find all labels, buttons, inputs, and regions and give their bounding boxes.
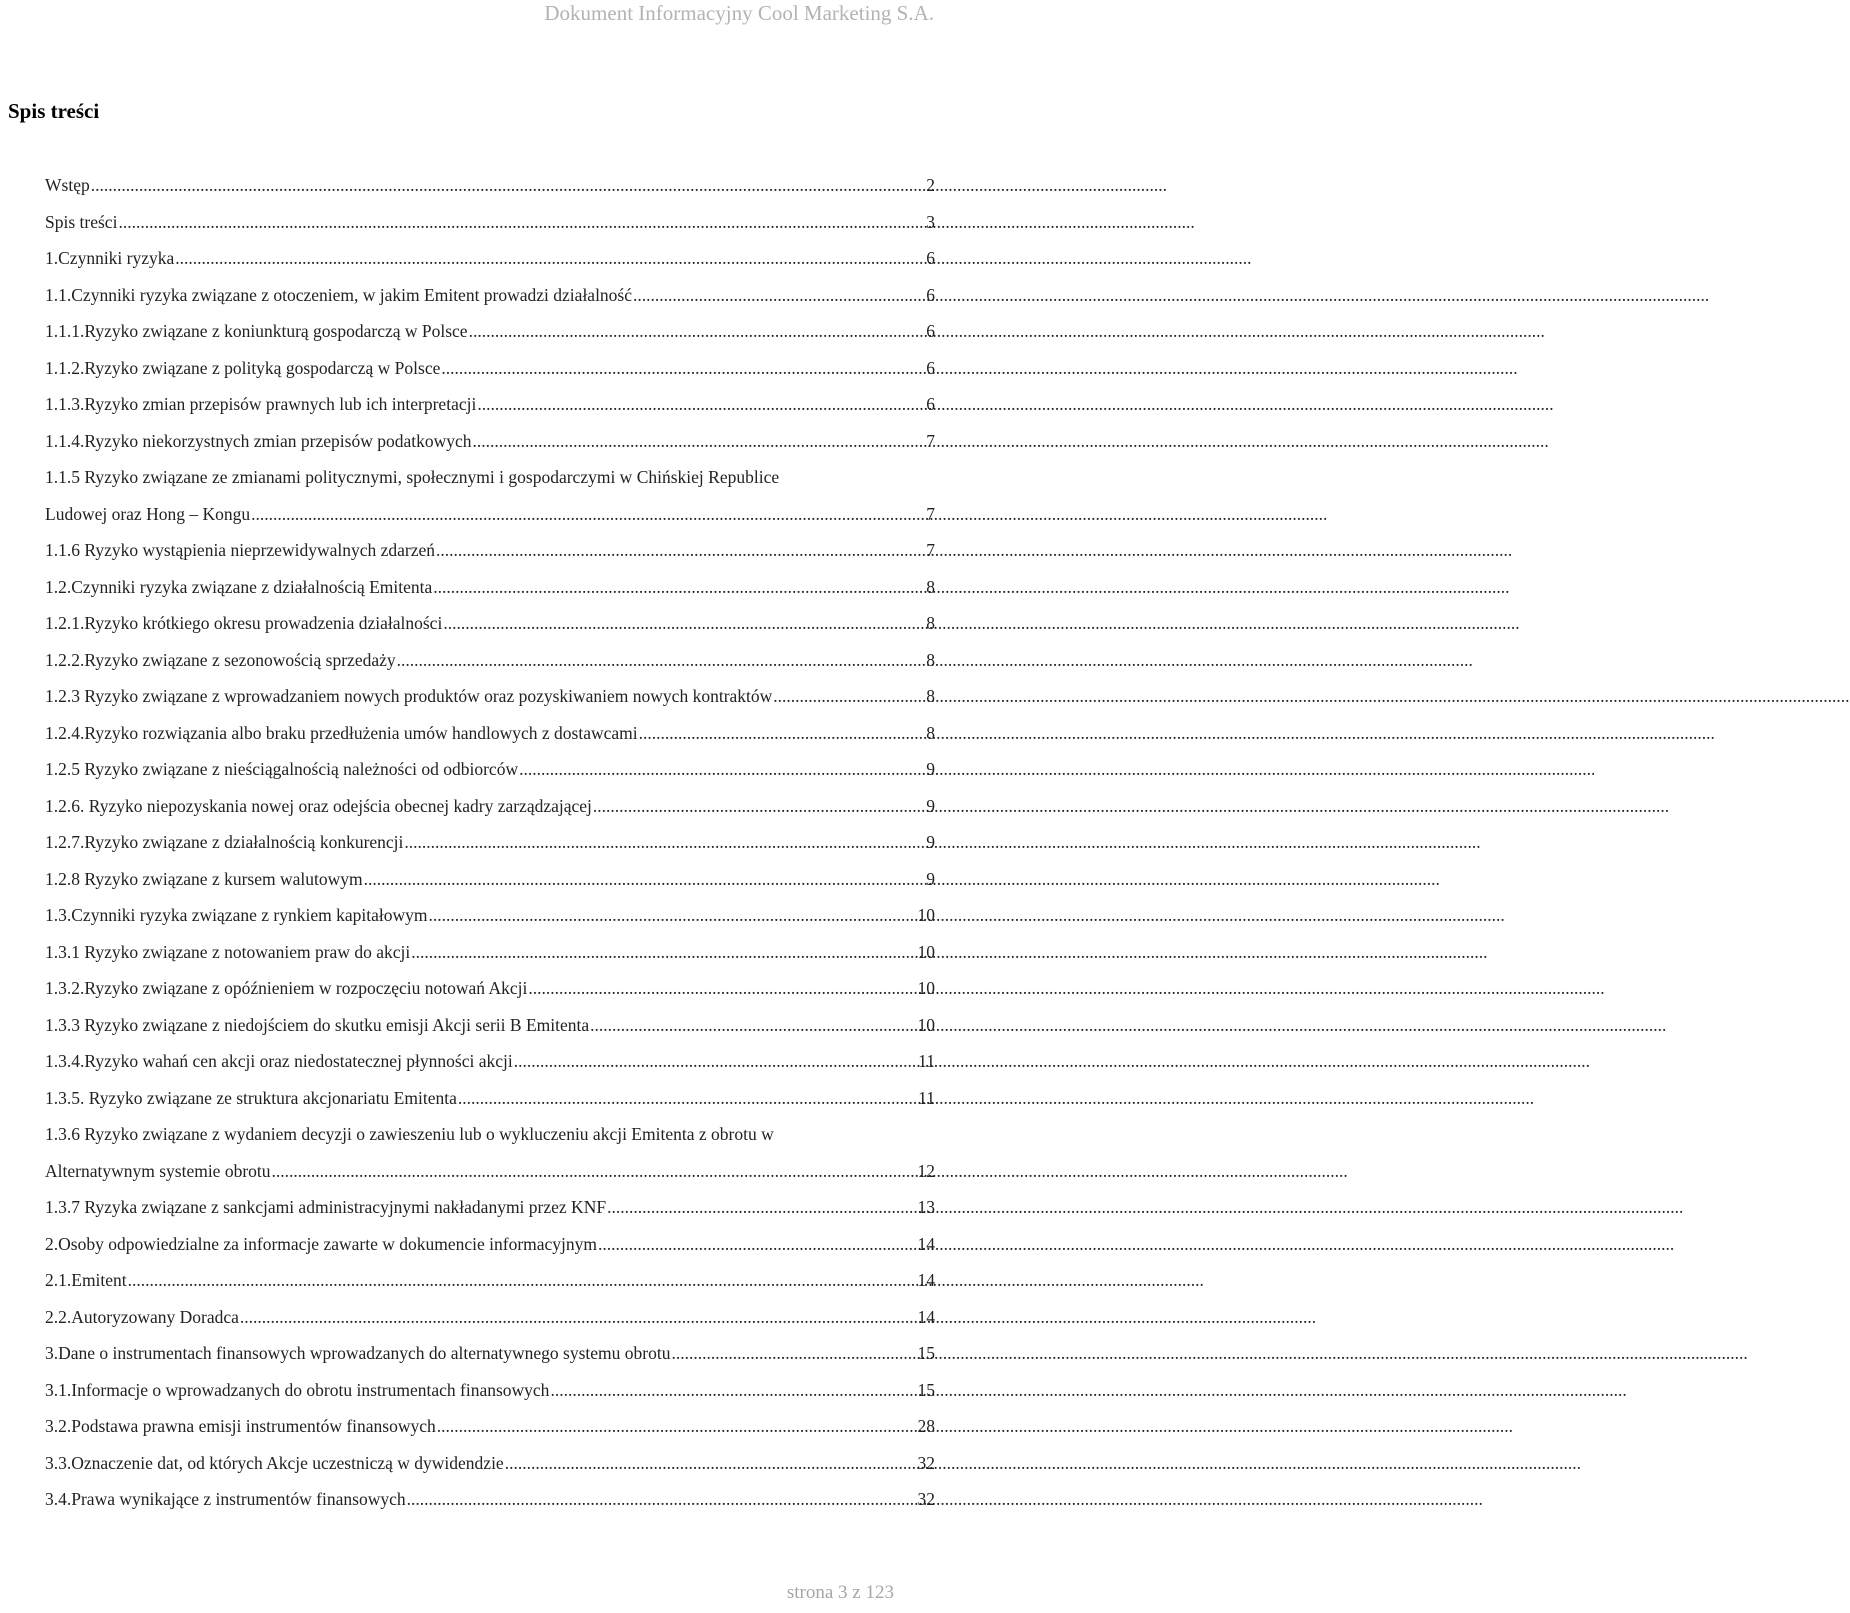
toc-entry-page: 8 (926, 613, 935, 633)
toc-entry-title: 1.1.Czynniki ryzyka związane z otoczeniem, w jakim Emitent prowadzi działalność (45, 284, 633, 305)
toc-entry-continuation (45, 496, 935, 533)
toc-entry[interactable] (45, 1080, 935, 1117)
toc-leader-dots (473, 423, 922, 460)
toc-leader-dots (407, 1481, 916, 1518)
toc-entry-title: 2.1.Emitent (45, 1270, 127, 1290)
toc-leader-dots (437, 1408, 916, 1445)
toc-entry-page: 2 (926, 175, 935, 195)
toc-entry-title: Wstęp (45, 175, 90, 195)
toc-entry-page: 6 (926, 321, 935, 341)
toc-entry-page: 7 (926, 503, 935, 524)
toc-entry-page: 11 (918, 1087, 935, 1108)
toc-entry[interactable] (45, 605, 935, 642)
toc-heading: Spis treści (8, 99, 100, 123)
toc-entry-title: 1.3.Czynniki ryzyka związane z rynkiem kapitałowym (45, 905, 428, 925)
toc-entry[interactable] (45, 1408, 935, 1445)
toc-leader-dots (397, 642, 921, 679)
toc-leader-dots (404, 824, 921, 861)
toc-entry-title: 3.Dane o instrumentach finansowych wprowadzanych do alternatywnego systemu obrotu (45, 1343, 671, 1363)
toc-entry-title: 1.2.1.Ryzyko krótkiego okresu prowadzenia działalności (45, 613, 443, 633)
toc-entry-title: 1.3.3 Ryzyko związane z niedojściem do skutku emisji Akcji serii B Emitenta (45, 1014, 590, 1035)
toc-entry-page: 32 (917, 1452, 935, 1473)
toc-leader-dots (477, 386, 921, 423)
toc-entry[interactable] (45, 423, 935, 460)
toc-entry-page: 9 (926, 759, 935, 779)
toc-leader-dots (590, 1007, 915, 1044)
toc-entry-title: 1.2.5 Ryzyko związane z nieściągalnością należności od odbiorców (45, 759, 519, 779)
toc-entry[interactable] (45, 240, 935, 277)
toc-entry-title-continued: Alternatywnym systemie obrotu (45, 1160, 271, 1181)
toc-leader-dots (428, 897, 915, 934)
toc-leader-dots (639, 715, 921, 752)
toc-entry-title: 1.2.Czynniki ryzyka związane z działalnością Emitenta (45, 576, 433, 597)
toc-entry[interactable] (45, 459, 935, 532)
toc-entry[interactable] (45, 934, 935, 971)
toc-entry[interactable] (45, 1189, 935, 1226)
toc-entry-page: 6 (926, 357, 935, 378)
toc-entry-page: 12 (917, 1160, 935, 1181)
toc-leader-dots (633, 277, 921, 314)
toc-entry[interactable] (45, 386, 935, 423)
toc-entry-title: 1.2.6. Ryzyko niepozyskania nowej oraz odejścia obecnej kadry zarządzającej (45, 795, 592, 816)
toc-entry-title: 1.2.4.Ryzyko rozwiązania albo braku przedłużenia umów handlowych z dostawcami (45, 722, 638, 743)
toc-entry[interactable] (45, 715, 935, 752)
toc-entry-title: 1.1.6 Ryzyko wystąpienia nieprzewidywalnych zdarzeń (45, 540, 435, 560)
toc-entry-page: 32 (917, 1489, 935, 1509)
toc-entry-title: 1.1.3.Ryzyko zmian przepisów prawnych lub ich interpretacji (45, 394, 477, 414)
toc-entry[interactable] (45, 1299, 935, 1336)
toc-entry-page: 10 (917, 941, 935, 962)
toc-entry[interactable] (45, 1007, 935, 1044)
table-of-contents (45, 167, 935, 1518)
toc-entry[interactable] (45, 1481, 935, 1518)
toc-entry-page: 9 (926, 832, 935, 852)
toc-entry-page: 11 (918, 1051, 935, 1071)
toc-entry-page: 7 (926, 430, 935, 451)
toc-entry-title: 1.1.4.Ryzyko niekorzystnych zmian przepisów podatkowych (45, 430, 472, 451)
toc-leader-dots (128, 1262, 916, 1299)
toc-entry-title: 3.4.Prawa wynikające z instrumentów finansowych (45, 1489, 406, 1509)
toc-entry-page: 8 (926, 686, 935, 706)
toc-entry-continuation (45, 1153, 935, 1190)
toc-entry[interactable] (45, 861, 935, 898)
toc-entry-title: 1.2.7.Ryzyko związane z działalnością konkurencji (45, 832, 404, 852)
toc-leader-dots (505, 1445, 916, 1482)
toc-entry-title: 3.1.Informacje o wprowadzanych do obrotu instrumentach finansowych (45, 1379, 550, 1400)
toc-entry-page: 9 (926, 868, 935, 889)
toc-leader-dots (91, 167, 921, 204)
toc-entry[interactable] (45, 1226, 935, 1263)
toc-entry-page: 6 (926, 284, 935, 305)
toc-entry-page: 28 (917, 1416, 935, 1436)
toc-entry-title: 1.1.5 Ryzyko związane ze zmianami politycznymi, społecznymi i gospodarczymi w Chińskiej Republice (45, 467, 780, 487)
toc-entry-page: 10 (917, 905, 935, 925)
toc-entry-page: 10 (917, 978, 935, 998)
toc-entry[interactable] (45, 678, 935, 715)
toc-entry[interactable] (45, 824, 935, 861)
toc-entry-title: 3.2.Podstawa prawna emisji instrumentów finansowych (45, 1416, 436, 1436)
toc-entry-title: 1.2.8 Ryzyko związane z kursem walutowym (45, 868, 363, 889)
toc-entry-title: 1.3.5. Ryzyko związane ze struktura akcjonariatu Emitenta (45, 1087, 457, 1108)
toc-entry-page: 10 (917, 1014, 935, 1035)
toc-entry-title: 1.3.4.Ryzyko wahań cen akcji oraz niedostatecznej płynności akcji (45, 1051, 513, 1071)
toc-leader-dots (175, 240, 921, 277)
toc-entry-title: 1.3.6 Ryzyko związane z wydaniem decyzji o zawieszeniu lub o wykluczeniu akcji Emitenta z obrotu w (45, 1124, 774, 1144)
toc-entry[interactable] (45, 1372, 935, 1409)
toc-leader-dots (671, 1335, 915, 1372)
toc-entry[interactable] (45, 642, 935, 679)
toc-entry-title: 1.1.1.Ryzyko związane z koniunkturą gospodarczą w Polsce (45, 321, 468, 341)
toc-entry-page: 14 (917, 1233, 935, 1254)
toc-leader-dots (436, 532, 921, 569)
toc-entry-page: 6 (926, 394, 935, 414)
toc-entry-page: 8 (926, 649, 935, 670)
toc-leader-dots (411, 934, 915, 971)
toc-entry-title: 1.2.3 Ryzyko związane z wprowadzaniem nowych produktów oraz pozyskiwaniem nowych kontraktów (45, 686, 773, 706)
toc-entry-page: 6 (926, 248, 935, 268)
toc-entry-page: 3 (926, 211, 935, 232)
toc-entry[interactable] (45, 897, 935, 934)
toc-leader-dots (272, 1153, 916, 1190)
toc-entry-title: Spis treści (45, 211, 118, 232)
toc-entry[interactable] (45, 1445, 935, 1482)
toc-entry-title: 2.Osoby odpowiedzialne za informacje zawarte w dokumencie informacyjnym (45, 1233, 598, 1254)
toc-leader-dots (773, 678, 921, 715)
toc-entry-page: 15 (917, 1343, 935, 1363)
toc-entry[interactable] (45, 1043, 935, 1080)
toc-entry-title: 3.3.Oznaczenie dat, od których Akcje uczestniczą w dywidendzie (45, 1452, 504, 1473)
toc-leader-dots (550, 1372, 915, 1409)
toc-entry-page: 15 (917, 1379, 935, 1400)
toc-entry[interactable] (45, 532, 935, 569)
toc-entry-title-continued: Ludowej oraz Hong – Kongu (45, 503, 251, 524)
toc-leader-dots (441, 350, 921, 387)
toc-leader-dots (433, 569, 921, 606)
toc-entry-title: 1.3.1 Ryzyko związane z notowaniem praw do akcji (45, 941, 411, 962)
toc-entry[interactable] (45, 350, 935, 387)
toc-entry-title: 1.2.2.Ryzyko związane z sezonowością sprzedaży (45, 649, 396, 670)
toc-leader-dots (528, 970, 915, 1007)
toc-leader-dots (118, 204, 921, 241)
toc-entry[interactable] (45, 569, 935, 606)
toc-leader-dots (514, 1043, 916, 1080)
toc-leader-dots (469, 313, 921, 350)
toc-entry-page: 8 (926, 576, 935, 597)
toc-leader-dots (443, 605, 921, 642)
toc-leader-dots (251, 496, 921, 533)
toc-leader-dots (598, 1226, 915, 1263)
toc-leader-dots (364, 861, 921, 898)
toc-entry-page: 14 (917, 1270, 935, 1290)
toc-leader-dots (593, 788, 921, 825)
toc-entry[interactable] (45, 788, 935, 825)
toc-entry[interactable] (45, 277, 935, 314)
toc-entry[interactable] (45, 204, 935, 241)
toc-entry[interactable] (45, 1116, 935, 1189)
toc-entry[interactable] (45, 970, 935, 1007)
toc-entry-title: 2.2.Autoryzowany Doradca (45, 1306, 239, 1327)
toc-entry-title: 1.3.7 Ryzyka związane z sankcjami administracyjnymi nakładanymi przez KNF (45, 1197, 607, 1217)
toc-entry-title: 1.3.2.Ryzyko związane z opóźnieniem w rozpoczęciu notowań Akcji (45, 978, 528, 998)
toc-entry-page: 14 (917, 1306, 935, 1327)
toc-entry[interactable] (45, 1262, 935, 1299)
toc-leader-dots (458, 1080, 916, 1117)
toc-entry-title: 1.Czynniki ryzyka (45, 248, 175, 268)
toc-entry-page: 8 (926, 722, 935, 743)
toc-entry-page: 13 (917, 1197, 935, 1217)
toc-leader-dots (240, 1299, 916, 1336)
running-header: Dokument Informacyjny Cool Marketing S.A. (544, 1, 934, 25)
toc-entry[interactable] (45, 751, 935, 788)
toc-entry[interactable] (45, 1335, 935, 1372)
toc-entry-title: 1.1.2.Ryzyko związane z polityką gospodarczą w Polsce (45, 357, 441, 378)
toc-leader-dots (519, 751, 921, 788)
page-number-footer: strona 3 z 123 (786, 1582, 894, 1603)
toc-entry[interactable] (45, 313, 935, 350)
toc-leader-dots (607, 1189, 915, 1226)
toc-entry-page: 9 (926, 795, 935, 816)
toc-entry[interactable] (45, 167, 935, 204)
toc-entry-page: 7 (926, 540, 935, 560)
